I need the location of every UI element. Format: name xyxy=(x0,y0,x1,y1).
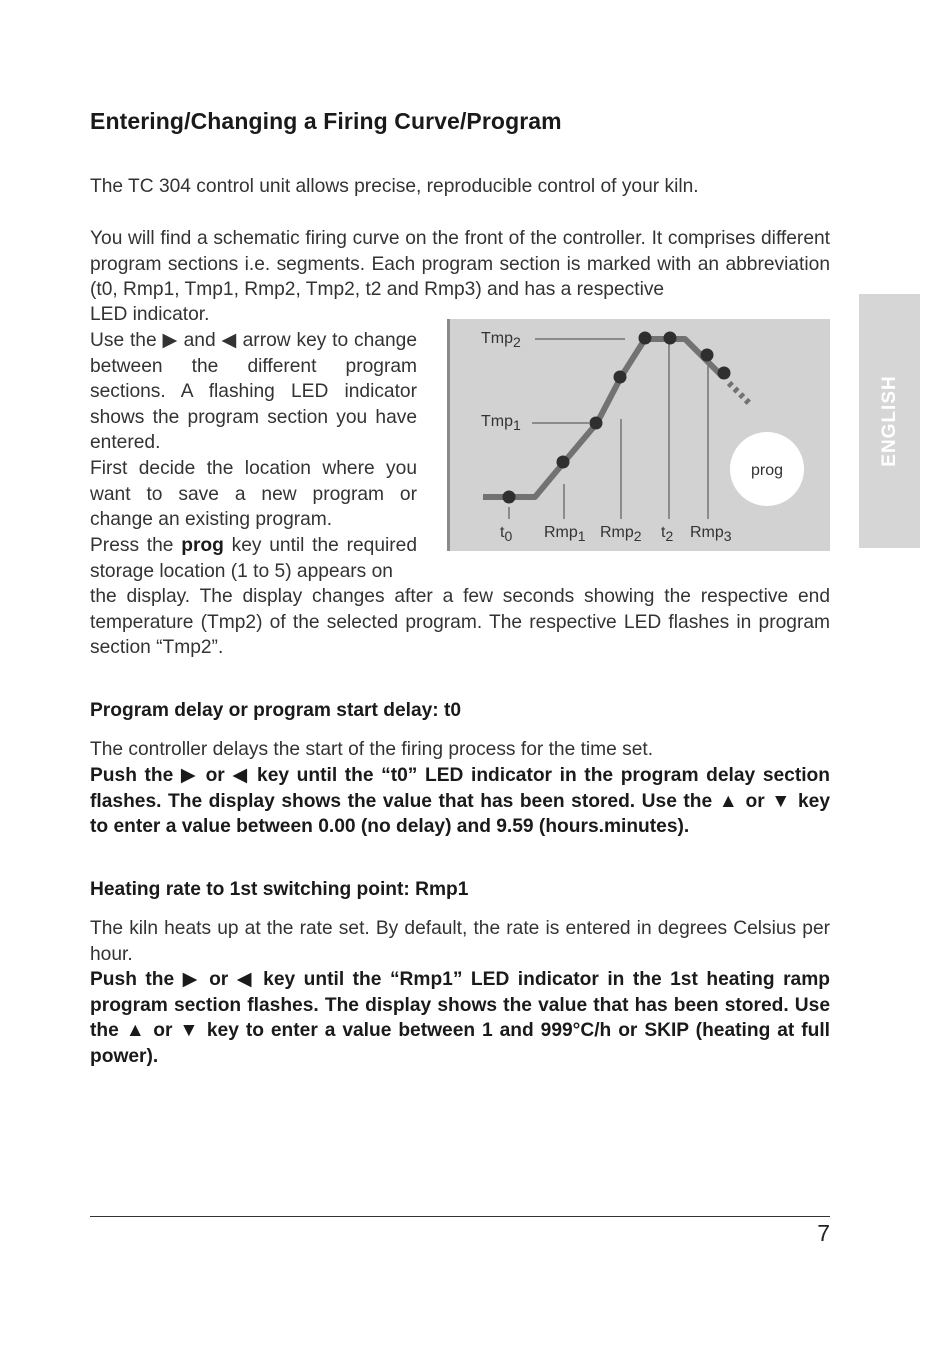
rmp2-led xyxy=(614,371,627,384)
rmp3-label: Rmp3 xyxy=(690,524,732,544)
press-paragraph-continued: the display. The display changes after a few seconds showing the respective end temperature (Tmp2) of the selected program. The respective LED flashes in program section “Tmp2”. xyxy=(90,586,830,658)
press-text-a: Press the xyxy=(90,535,182,556)
section-t0-heading: Program delay or program start delay: t0 xyxy=(90,700,462,721)
intro-paragraph: The TC 304 control unit allows precise, reproducible control of your kiln. xyxy=(90,176,699,197)
tmp1-label: Tmp1 xyxy=(481,413,521,433)
prog-key-label: prog xyxy=(181,535,224,556)
rmp1-led xyxy=(557,456,570,469)
language-tab xyxy=(859,294,920,548)
page-number: 7 xyxy=(817,1220,830,1246)
t2-led xyxy=(664,332,677,345)
decide-paragraph: First decide the location where you want to save a new program or change an existing program. xyxy=(90,458,417,530)
rmp2-label: Rmp2 xyxy=(600,524,642,544)
t0-led xyxy=(503,491,516,504)
firing-curve-diagram xyxy=(447,319,830,551)
t2-label: t2 xyxy=(661,524,674,544)
tmp2-led xyxy=(639,332,652,345)
footer-rule xyxy=(90,1216,830,1217)
tmp1-led xyxy=(590,417,603,430)
rmp3-led-a xyxy=(701,349,714,362)
section-t0-text: The controller delays the start of the firing process for the time set. xyxy=(90,739,654,760)
press-text-b: key until the required storage location (1 to 5) appears on xyxy=(90,535,418,582)
tmp2-label: Tmp2 xyxy=(481,330,521,350)
t0-label: t0 xyxy=(500,524,513,544)
rmp1-label: Rmp1 xyxy=(544,524,586,544)
rmp3-led-b xyxy=(718,367,731,380)
section-rmp1-instruction: Push the ▶ or ◀ key until the “Rmp1” LED indicator in the 1st heating ramp program section flashes. The display shows the value that has been stored. Use the ▲ or ▼ key to enter a value between 1 and 999°C/h or SKIP (heating at full power). xyxy=(90,969,830,1067)
section-rmp1-text: The kiln heats up at the rate set. By default, the rate is entered in degrees Celsius per hour. xyxy=(90,918,830,965)
section-t0-instruction: Push the ▶ or ◀ key until the “t0” LED indicator in the program delay section flashes. The display shows the value that has been stored. Use the ▲ or ▼ key to enter a value between 0.00 (no delay) and 9.59 (hours.minutes). xyxy=(90,765,830,837)
section-rmp1-heading: Heating rate to 1st switching point: Rmp1 xyxy=(90,879,469,900)
arrows-paragraph: Use the ▶ and ◀ arrow key to change between the different program sections. A flashing LED indicator shows the program section you have entered. xyxy=(90,330,417,453)
language-tab-label: ENGLISH xyxy=(878,375,900,467)
press-paragraph xyxy=(90,533,417,584)
page-title: Entering/Changing a Firing Curve/Program xyxy=(90,108,562,134)
curve-paragraph: You will find a schematic firing curve on the front of the controller. It comprises different program sections i.e. segments. Each program section is marked with an abbreviation (t0, Rmp1, Tmp1, Rmp2, Tmp2, t2 and Rmp3) and has a respective xyxy=(90,228,830,300)
prog-button-label: prog xyxy=(750,462,784,479)
curve-paragraph-end: LED indicator. xyxy=(90,304,210,325)
panel-edge xyxy=(447,319,450,551)
